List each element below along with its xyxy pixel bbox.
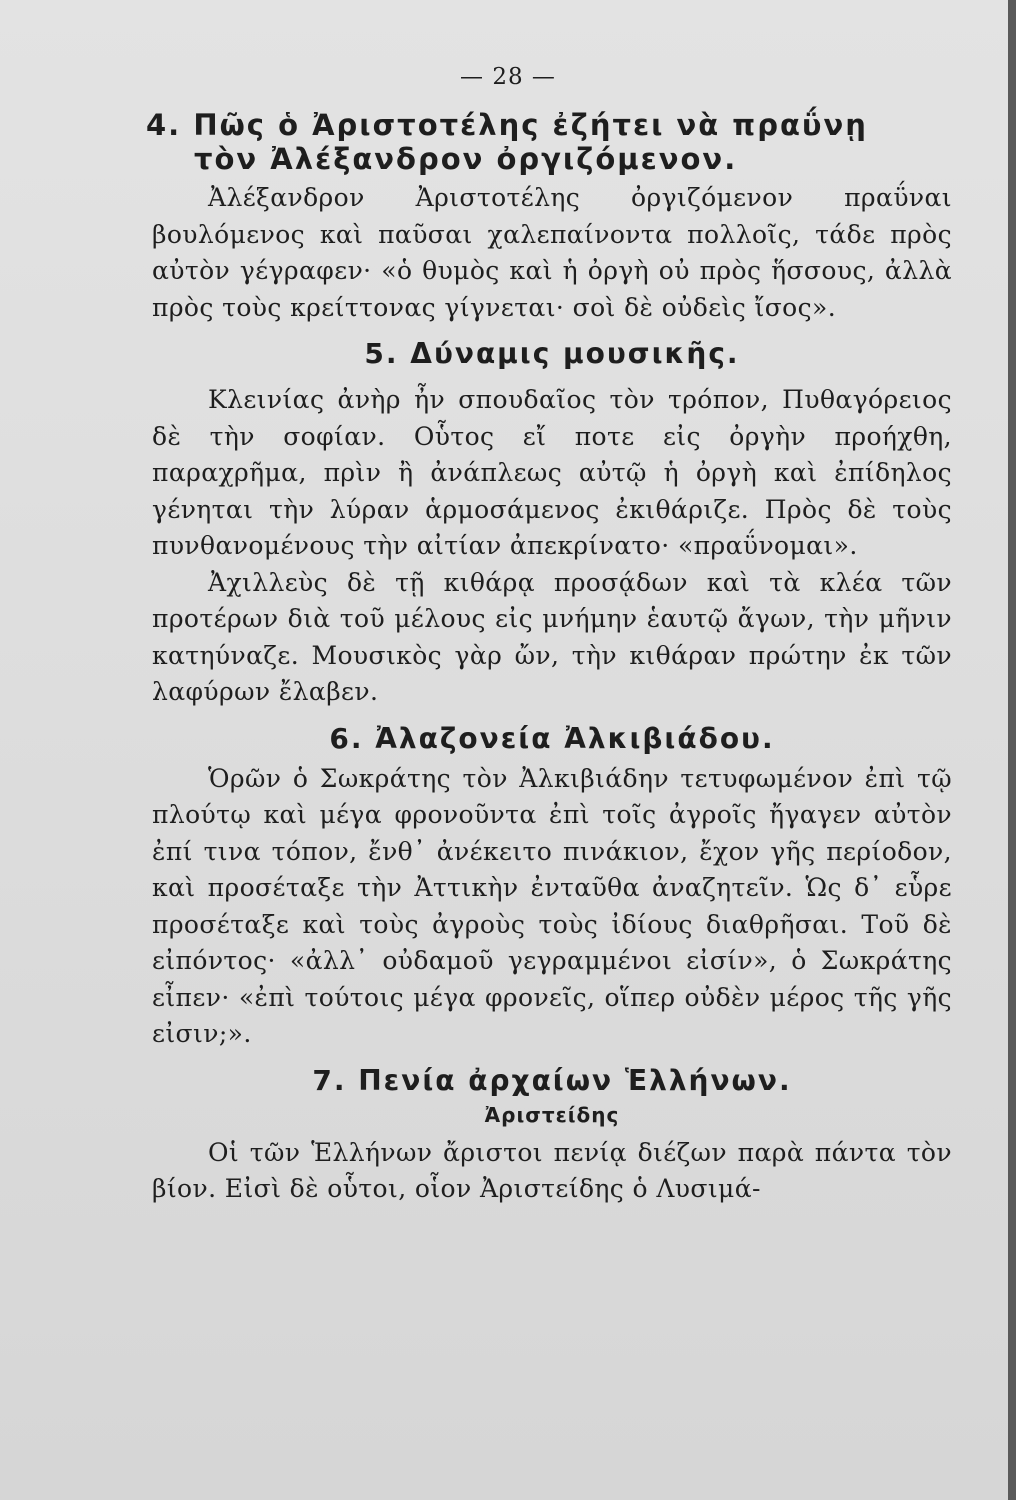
section-5-heading: 5. Δύναμις μουσικῆς. xyxy=(364,337,740,370)
section-7-subtitle: Ἀριστείδης xyxy=(484,1102,620,1127)
section-4-title-line2: τὸν Ἀλέξανδρον ὀργιζόμενον. xyxy=(194,142,738,176)
section-5-paragraph-1: Κλεινίας ἀνὴρ ἦν σπουδαῖος τὸν τρόπον, Πυθαγόρειος δὲ τὴν σοφίαν. Οὗτος εἴ ποτε εἰς ὀργὴν προήχθη, παραχρῆμα, πρὶν ἢ ἀνάπλεως αὐτῷ ἡ ὀργὴ καὶ ἐπίδηλος γένηται τὴν λύραν ἁρμοσάμενος ἐκιθάριζε. Πρὸς δὲ τοὺς πυνθανομένους τὴν αἰτίαν ἀπεκρίνατο· «πραΰνομαι». xyxy=(152,385,952,560)
section-6-heading: 6. Ἀλαζονεία Ἀλκιβιάδου. xyxy=(329,721,775,755)
section-6-paragraph: Ὁρῶν ὁ Σωκράτης τὸν Ἀλκιβιάδην τετυφωμένον ἐπὶ τῷ πλούτῳ καὶ μέγα φρονοῦντα ἐπὶ τοῖς ἀγροῖς ἤγαγεν αὐτὸν ἐπί τινα τόπον, ἔνθ᾽ ἀνέκειτο πινάκιον, ἔχον γῆς περίοδον, καὶ προσέταξε τὴν Ἀττικὴν ἐνταῦθα ἀναζητεῖν. Ὡς δ᾽ εὗρε προσέταξε καὶ τοὺς ἀγροὺς τοὺς ἰδίους διαθρῆσαι. Τοῦ δὲ εἰπόντος· «ἀλλ᾽ οὐδαμοῦ γεγραμμένοι εἰσίν», ὁ Σωκράτης εἶπεν· «ἐπὶ τούτοις μέγα φρονεῖς, οἵπερ οὐδὲν μέρος τῆς γῆς εἰσιν;». xyxy=(152,763,952,1048)
section-7-heading: 7. Πενία ἀρχαίων Ἑλλήνων. xyxy=(312,1063,792,1097)
page-number: — 28 — xyxy=(460,64,556,90)
section-4-paragraph: Ἀλέξανδρον Ἀριστοτέλης ὀργιζόμενον πραΰναι βουλόμενος καὶ παῦσαι χαλεπαίνοντα πολλοῖς, τάδε πρὸς αὐτὸν γέγραφεν· «ὁ θυμὸς καὶ ἡ ὀργὴ οὐ πρὸς ἥσσους, ἀλλὰ πρὸς τοὺς κρείττονας γίγνεται· σοὶ δὲ οὐδεὶς ἴσος». xyxy=(152,183,952,322)
section-5-paragraph-2: Ἀχιλλεὺς δὲ τῇ κιθάρᾳ προσᾴδων καὶ τὰ κλέα τῶν προτέρων διὰ τοῦ μέλους εἰς μνήμην ἑαυτῷ ἄγων, τὴν μῆνιν κατηύναζε. Μουσικὸς γὰρ ὤν, τὴν κιθάραν πρώτην ἐκ τῶν λαφύρων ἔλαβεν. xyxy=(152,567,952,706)
section-4-heading xyxy=(146,108,952,176)
section-7-paragraph: Οἱ τῶν Ἑλλήνων ἄριστοι πενίᾳ διέζων παρὰ πάντα τὸν βίον. Εἰσὶ δὲ οὗτοι, οἷον Ἀριστείδης ὁ Λυσιμά- xyxy=(152,1137,952,1203)
section-4-number: 4. xyxy=(146,108,182,142)
section-4-title-line1: Πῶς ὁ Ἀριστοτέλης ἐζήτει νὰ πραΰνῃ xyxy=(193,108,868,142)
page-edge-shadow xyxy=(1008,0,1016,1500)
text-column xyxy=(146,108,952,1208)
